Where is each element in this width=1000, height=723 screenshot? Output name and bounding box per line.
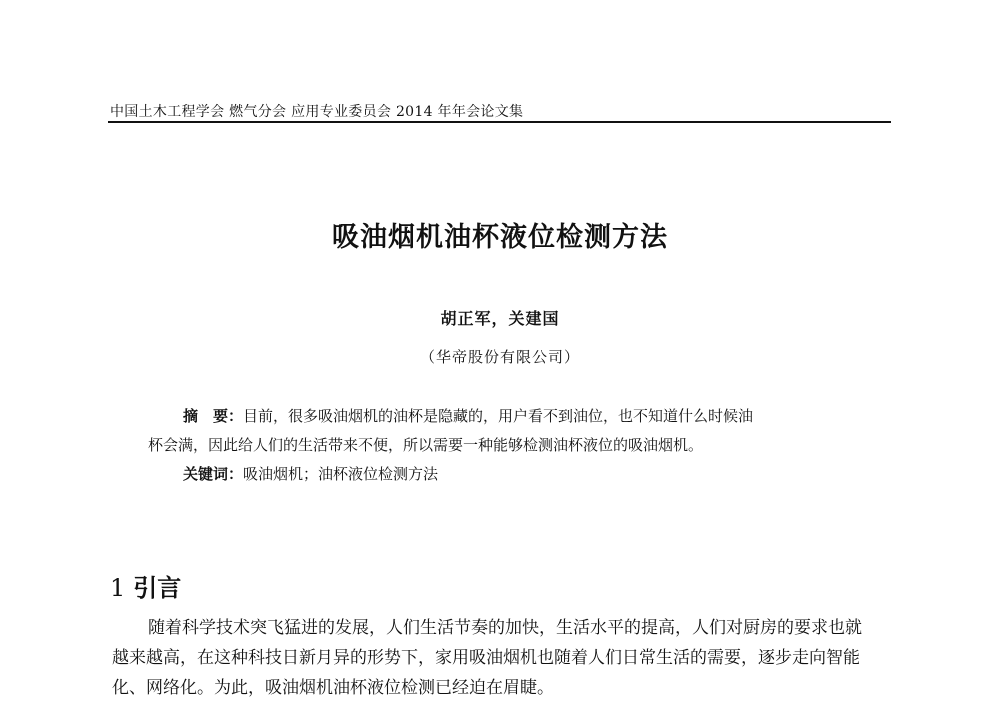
body-paragraph-line: 随着科学技术突飞猛进的发展，人们生活节奏的加快，生活水平的提高，人们对厨房的要求也就 [148,618,862,638]
paper-authors: 胡正军，关建国 [440,309,560,328]
keywords-text: 吸油烟机；油杯液位检测方法 [243,465,439,483]
paper-title: 吸油烟机油杯液位检测方法 [332,222,668,253]
section-title: 引言 [133,574,182,602]
abstract-text-line2: 杯会满，因此给人们的生活带来不便，所以需要一种能够检测油杯液位的吸油烟机。 [148,436,704,454]
section-heading [110,568,181,603]
body-paragraph-line: 化、网络化。为此，吸油烟机油杯液位检测已经迫在眉睫。 [112,678,554,698]
paper-affiliation: （华帝股份有限公司） [419,348,580,366]
section-number: 1 [110,574,126,602]
abstract-text-line1: 目前，很多吸油烟机的油杯是隐藏的，用户看不到油位，也不知道什么时候油 [243,407,754,425]
keywords-line [183,463,438,484]
abstract-label: 摘 要： [183,407,244,425]
keywords-label: 关键词： [183,465,244,483]
running-header: 中国土木工程学会 燃气分会 应用专业委员会 2014 年年会论文集 [110,104,524,120]
abstract-first-line [183,405,753,426]
header-rule [108,121,891,123]
body-paragraph-line: 越来越高，在这种科技日新月异的形势下，家用吸油烟机也随着人们日常生活的需要，逐步走向智能 [112,648,860,668]
